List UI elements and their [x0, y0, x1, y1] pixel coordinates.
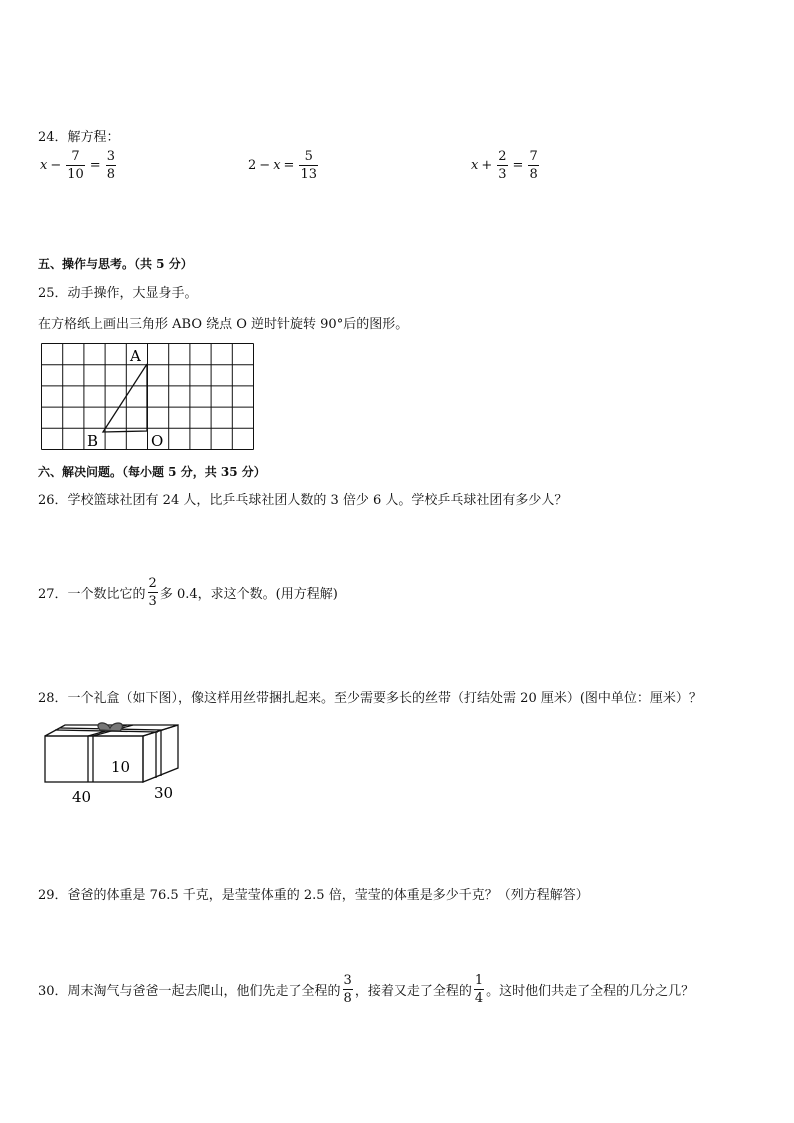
gift-box-figure — [38, 716, 188, 808]
eq3-equals: = — [512, 158, 524, 173]
dim-width: 30 — [154, 784, 174, 802]
q26-text: 26．学校篮球社团有 24 人，比乒乓球社团人数的 3 倍少 6 人。学校乒乓球社团有多少人？ — [38, 493, 568, 508]
q30 — [38, 974, 694, 1005]
q30-post: 。这时他们共走了全程的几分之几？ — [486, 984, 695, 999]
eq1-b-den: 8 — [106, 167, 115, 182]
eq2-lhs: 2 — [248, 158, 257, 173]
eq3-a-num: 2 — [498, 149, 507, 164]
q27-num: 2 — [148, 576, 157, 591]
eq1-equals: = — [89, 158, 101, 173]
eq1-var: x — [40, 158, 48, 173]
dim-height: 10 — [111, 758, 131, 776]
eq3-b-num: 7 — [529, 149, 538, 164]
q27-pre: 27．一个数比它的 — [38, 587, 146, 602]
eq3-var: x — [471, 158, 479, 173]
label-a: A — [130, 347, 141, 365]
eq3-b-den: 8 — [529, 167, 538, 182]
q30-f1-num: 3 — [343, 973, 352, 988]
eq2-b-den: 13 — [300, 167, 317, 182]
eq3-frac-b — [528, 150, 538, 181]
q25-text: 在方格纸上画出三角形 ABO 绕点 O 逆时针旋转 90°后的图形。 — [38, 317, 409, 332]
q28-text: 28．一个礼盒（如下图），像这样用丝带捆扎起来。至少需要多长的丝带（打结处需 20 厘米）(图中单位：厘米）？ — [38, 691, 702, 706]
equation-1 — [40, 150, 118, 181]
q30-f2-num: 1 — [474, 973, 484, 988]
q30-fraction-1 — [343, 974, 353, 1005]
q29-text: 29．爸爸的体重是 76.5 千克，是莹莹体重的 2.5 倍，莹莹的体重是多少千克？（列方程解答） — [38, 888, 589, 903]
eq1-frac-b — [106, 150, 116, 181]
label-o: O — [151, 432, 164, 450]
eq3-frac-a — [497, 150, 507, 181]
q27-den: 3 — [148, 594, 157, 609]
q25-title: 25．动手操作，大显身手。 — [38, 286, 198, 301]
eq1-b-num: 3 — [106, 149, 115, 164]
eq3-op: + — [481, 158, 493, 173]
equation-2 — [248, 150, 320, 181]
section-6-heading: 六、解决问题。（每小题 5 分，共 35 分） — [38, 465, 266, 479]
q30-fraction-2 — [474, 974, 484, 1005]
q30-f1-den: 8 — [343, 991, 352, 1006]
q27-fraction — [148, 577, 158, 608]
eq1-a-num: 7 — [71, 149, 80, 164]
eq1-op: − — [50, 158, 62, 173]
eq3-a-den: 3 — [498, 167, 507, 182]
eq2-var: x — [273, 158, 281, 173]
section-5-heading: 五、操作与思考。（共 5 分） — [38, 257, 193, 271]
eq2-frac-b — [299, 150, 318, 181]
q30-f2-den: 4 — [474, 991, 484, 1006]
q24-title: 24．解方程： — [38, 130, 120, 145]
q30-mid: ，接着又走了全程的 — [354, 984, 472, 999]
dim-length: 40 — [72, 788, 92, 806]
q30-pre: 30．周末淘气与爸爸一起去爬山，他们先走了全程的 — [38, 984, 341, 999]
q27-post: 多 0.4，求这个数。(用方程解) — [159, 587, 338, 602]
eq2-b-num: 5 — [304, 149, 313, 164]
eq2-equals: = — [283, 158, 295, 173]
grid-figure — [40, 342, 256, 454]
q27 — [38, 577, 338, 608]
triangle-abo — [103, 364, 147, 432]
eq1-a-den: 10 — [67, 167, 84, 182]
eq2-op: − — [259, 158, 271, 173]
equation-3 — [471, 150, 541, 181]
eq1-frac-a — [66, 150, 85, 181]
label-b: B — [87, 432, 99, 450]
